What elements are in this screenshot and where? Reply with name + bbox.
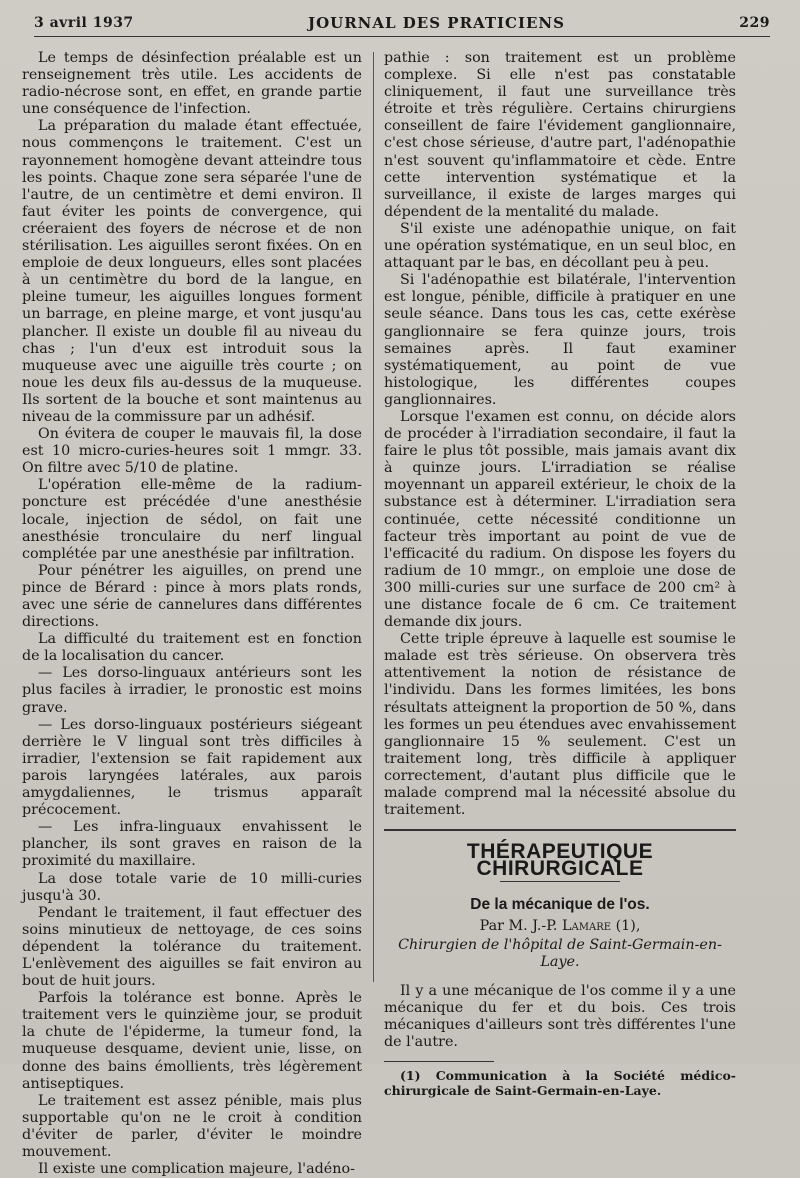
paragraph: La dose totale varie de 10 milli-curies jusqu'à 30. (22, 870, 362, 904)
paragraph: La difficulté du traitement est en fonction de la localisation du cancer. (22, 631, 362, 665)
left-column (22, 50, 362, 1178)
byline-prefix: Par M. (479, 917, 528, 934)
issue-date: 3 avril 1937 (34, 15, 134, 31)
column-divider (373, 52, 374, 982)
paragraph: Le temps de désinfection préalable est un renseignement très utile. Les accidents de radio-nécrose sont, en effet, en grande partie une conséquence de l'infection. (22, 50, 362, 118)
paragraph: On évitera de couper le mauvais fil, la dose est 10 micro-curies-heures soit 1 mmgr. 33. On filtre avec 5/10 de platine. (22, 426, 362, 477)
paragraph: La préparation du malade étant effectuée, nous commençons le traitement. C'est un rayonnement homogène devant atteindre tous les points. Chaque zone sera séparée l'une de l'autre, de un centimètre et demi environ. Il faut éviter les points de convergence, qui créeraient des foyers de nécrose et de non stérilisation. Les aiguilles seront fixées. On en emploie de deux longueurs, elles sont placées à un centimètre du bord de la langue, en pleine tumeur, les aiguilles longues forment un barrage, en pleine marge, et vont jusqu'au plancher. Il existe un double fil au niveau du chas ; l'un d'eux est introduit sous la muqueuse avec une aiguille très courte ; on noue les deux fils au-dessus de la muqueuse. Ils sortent de la bouche et sont maintenus au niveau de la commissure par un adhésif. (22, 118, 362, 425)
section-divider (384, 829, 736, 831)
footnote: (1) Communication à la Société médico-chirurgicale de Saint-Germain-en-Laye. (384, 1068, 736, 1099)
continued-paragraph: pathie : son traitement est un problème complexe. Si elle n'est pas constatable cliniquement, il faut une surveillance très étroite et très régulière. Certains chirurgiens conseillent de faire l'évidement ganglionnaire, c'est chose sérieuse, d'autre part, l'adénopathie n'est souvent qu'inflammatoire et cède. Entre cette intervention systématique et la surveillance, il existe de larges marges qui dépendent de la mentalité du malade. (384, 50, 736, 220)
paragraph: Pour pénétrer les aiguilles, on prend une pince de Bérard : pince à mors plats ronds, avec une série de cannelures dans différentes directions. (22, 562, 362, 631)
paragraph: Parfois la tolérance est bonne. Après le traitement vers le quinzième jour, se produit la chute de l'épiderme, la tumeur fond, la muqueuse desquame, devient unie, lisse, on donne des bains émollients, très légèrement antiseptiques. (22, 990, 362, 1092)
footnote-divider (384, 1061, 494, 1062)
heading-underline (500, 881, 620, 882)
page-number: 229 (739, 15, 770, 31)
author-name: J.-P. Lamare (532, 917, 612, 934)
paragraph: — Les infra-linguaux envahissent le plancher, ils sont graves en raison de la proximité du maxillaire. (22, 819, 362, 870)
paragraph: Le traitement est assez pénible, mais plus supportable qu'on ne le croit à condition d'éviter de parler, d'éviter le moindre mouvement. (22, 1092, 362, 1160)
paragraph: L'opération elle-même de la radium-poncture est précédée d'une anesthésie locale, injection de sédol, on fait une anesthésie tronculaire du nerf lingual complétée par une anesthésie par infiltration. (22, 477, 362, 562)
footnote-reference: (1), (615, 917, 641, 934)
paragraph: Si l'adénopathie est bilatérale, l'intervention est longue, pénible, difficile à pratiquer en une seule séance. Dans tous les cas, cette exérèse ganglionnaire se fera quinze jours, trois semaines après. Il faut examiner systématiquement, au point de vue histologique, les différentes coupes ganglionnaires. (384, 272, 736, 408)
paragraph: Lorsque l'examen est connu, on décide alors de procéder à l'irradiation secondaire, il faut la faire le plus tôt possible, mais jamais avant dix à quinze jours. L'irradiation se réalise moyennant un appareil extérieur, le choix de la substance est à déterminer. L'irradiation sera continuée, cette nécessité conditionne un facteur très important au point de vue de l'efficacité du radium. On dispose les foyers du radium de 10 mmgr., on emploie une dose de 300 milli-curies sur une surface de 200 cm² à une distance focale de 6 cm. Ce traitement demande dix jours. (384, 408, 736, 631)
paragraph: — Les dorso-linguaux postérieurs siégeant derrière le V lingual sont très difficiles à irradier, l'extension se fait rapidement aux parois laryngées latérales, aux parois amygdaliennes, le trismus apparaît précocement. (22, 716, 362, 819)
paragraph: Cette triple épreuve à laquelle est soumise le malade est très sérieuse. On observera très attentivement la notion de résistance de l'individu. Dans les formes limitées, les bons résultats atteignent la proportion de 50 %, dans les formes un peu étendues avec envahissement ganglionnaire 15 % seulement. C'est un traitement long, très difficile à appliquer correctement, d'autant plus difficile que le malade comprend mal la nécessité absolue du traitement. (384, 631, 736, 819)
byline (384, 918, 736, 935)
right-column (384, 50, 736, 1098)
paragraph: Pendant le traitement, il faut effectuer des soins minutieux de nettoyage, de ces soins dépendent la tolérance du traitement. L'enlèvement des aiguilles se fait environ au bout de huit jours. (22, 904, 362, 990)
paragraph: — Les dorso-linguaux antérieurs sont les plus faciles à irradier, le pronostic est moins grave. (22, 665, 362, 716)
article-intro: Il y a une mécanique de l'os comme il y a une mécanique du fer et du bois. Ces trois mécaniques d'ailleurs sont très différentes l'une de l'autre. (384, 982, 736, 1051)
journal-title: JOURNAL DES PRATICIENS (307, 14, 565, 32)
paragraph: S'il existe une adénopathie unique, on fait une opération systématique, en un seul bloc, en attaquant par le bas, en décollant peu à peu. (384, 220, 736, 272)
running-head (34, 10, 770, 37)
author-affiliation: Chirurgien de l'hôpital de Saint-Germain-en-Laye. (398, 936, 722, 970)
paragraph: Il existe une complication majeure, l'adéno- (38, 1161, 355, 1178)
section-heading: THÉRAPEUTIQUE CHIRURGICALE (466, 840, 654, 881)
article-title: De la mécanique de l'os. (470, 896, 650, 914)
